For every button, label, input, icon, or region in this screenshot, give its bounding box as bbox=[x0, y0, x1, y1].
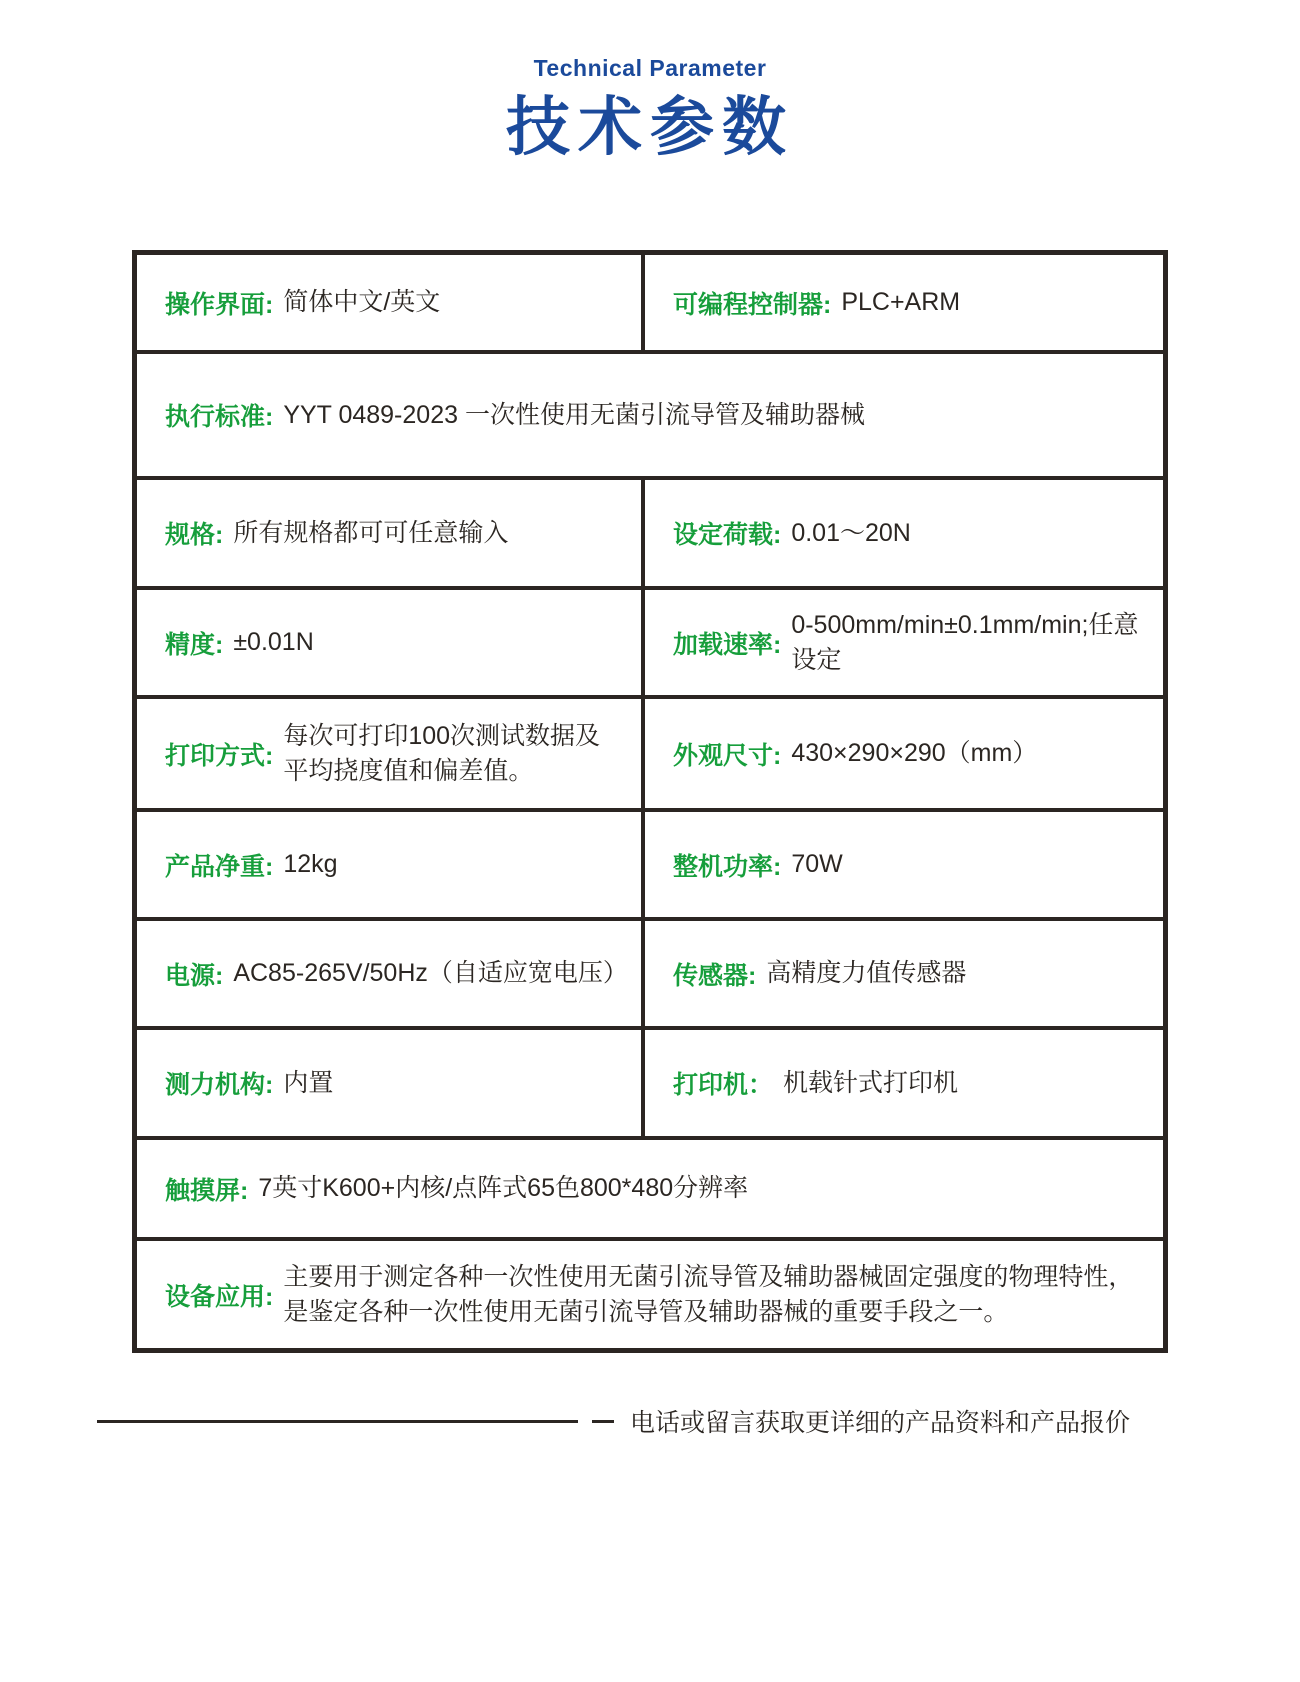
param-label: 精度: bbox=[165, 630, 224, 659]
param-value: 高精度力值传感器 bbox=[766, 959, 967, 988]
param-label: 电源: bbox=[165, 961, 224, 990]
param-label: 加载速率: bbox=[673, 630, 782, 659]
param-value: 7英寸K600+内核/点阵式65色800*480分辨率 bbox=[258, 1174, 749, 1203]
param-label: 产品净重: bbox=[165, 852, 274, 881]
param-cell-plc-controller bbox=[645, 255, 1163, 350]
param-label: 触摸屏: bbox=[165, 1176, 249, 1205]
param-value: 所有规格都可可任意输入 bbox=[233, 518, 509, 547]
param-label: 规格: bbox=[165, 521, 224, 550]
table-row bbox=[137, 476, 1163, 586]
param-cell-printer bbox=[645, 1030, 1163, 1136]
footer-line bbox=[97, 1420, 578, 1423]
param-cell-operation-interface bbox=[137, 255, 645, 350]
param-label: 传感器: bbox=[673, 961, 757, 990]
table-row bbox=[137, 586, 1163, 695]
param-label: 测力机构: bbox=[165, 1071, 274, 1100]
param-value: 0.01～20N bbox=[791, 518, 911, 547]
param-cell-net-weight bbox=[137, 812, 645, 917]
param-label: 整机功率: bbox=[673, 852, 782, 881]
table-row bbox=[137, 1136, 1163, 1237]
param-value: 0-500mm/min±0.1mm/min;任意设定 bbox=[791, 610, 1139, 674]
param-cell-spec bbox=[137, 480, 645, 586]
param-cell-load-setting bbox=[645, 480, 1163, 586]
param-cell-dimensions bbox=[645, 699, 1163, 808]
page-title: 技术参数 bbox=[506, 91, 794, 163]
param-cell-standard bbox=[137, 354, 1163, 476]
param-label: 外观尺寸: bbox=[673, 741, 782, 770]
param-value: 内置 bbox=[283, 1068, 334, 1097]
page-header bbox=[0, 0, 1300, 162]
table-row bbox=[137, 808, 1163, 917]
param-value: 简体中文/英文 bbox=[283, 288, 441, 317]
footer bbox=[97, 1403, 1130, 1439]
footer-dash bbox=[592, 1420, 614, 1423]
param-value: AC85-265V/50Hz（自适应宽电压） bbox=[233, 959, 628, 988]
param-value: 每次可打印100次测试数据及平均挠度值和偏差值。 bbox=[283, 721, 601, 785]
subtitle-english: Technical Parameter bbox=[533, 55, 767, 81]
param-value: 70W bbox=[791, 850, 843, 879]
param-value: YYT 0489-2023 一次性使用无菌引流导管及辅助器械 bbox=[283, 400, 865, 429]
table-row bbox=[137, 350, 1163, 476]
param-cell-force-mechanism bbox=[137, 1030, 645, 1136]
param-value: 12kg bbox=[283, 850, 338, 879]
parameter-table bbox=[132, 250, 1168, 1353]
table-row bbox=[137, 695, 1163, 808]
param-value: 主要用于测定各种一次性使用无菌引流导管及辅助器械固定强度的物理特性，是鉴定各种一次性使用无菌引流导管及辅助器械的重要手段之一。 bbox=[283, 1262, 1134, 1326]
param-cell-accuracy bbox=[137, 590, 645, 695]
table-row bbox=[137, 1237, 1163, 1348]
param-cell-sensor bbox=[645, 921, 1163, 1026]
table-row bbox=[137, 255, 1163, 350]
param-cell-touch-screen bbox=[137, 1140, 1163, 1237]
param-cell-loading-rate bbox=[645, 590, 1163, 695]
param-value: 机载针式打印机 bbox=[783, 1068, 959, 1097]
param-value: ±0.01N bbox=[233, 628, 314, 657]
param-label: 打印机： bbox=[673, 1071, 774, 1100]
param-cell-print-mode bbox=[137, 699, 645, 808]
param-cell-application bbox=[137, 1241, 1163, 1348]
table-row bbox=[137, 1026, 1163, 1136]
table-row bbox=[137, 917, 1163, 1026]
param-label: 打印方式: bbox=[165, 741, 274, 770]
param-label: 设定荷载: bbox=[673, 521, 782, 550]
param-label: 可编程控制器: bbox=[673, 290, 832, 319]
param-label: 设备应用: bbox=[165, 1282, 274, 1311]
param-label: 执行标准: bbox=[165, 403, 274, 432]
param-value: 430×290×290（mm） bbox=[791, 739, 1038, 768]
param-cell-power-rating bbox=[645, 812, 1163, 917]
param-label: 操作界面: bbox=[165, 290, 274, 319]
param-value: PLC+ARM bbox=[841, 288, 961, 317]
footer-note: 电话或留言获取更详细的产品资料和产品报价 bbox=[629, 1409, 1130, 1438]
param-cell-power-supply bbox=[137, 921, 645, 1026]
